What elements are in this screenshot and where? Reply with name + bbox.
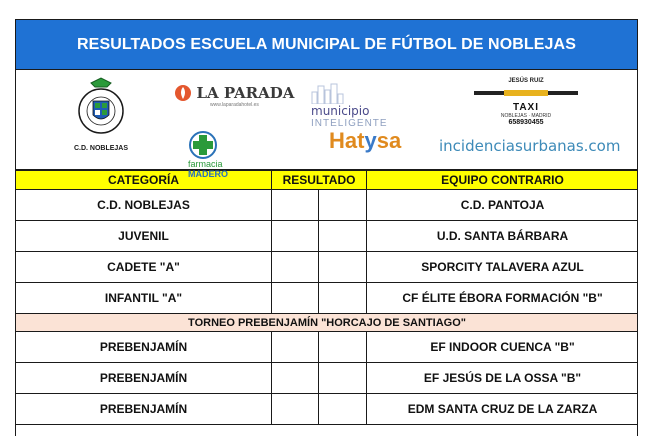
cell-score-away [319, 363, 367, 394]
results-sheet [15, 19, 638, 436]
hatysa-logo [329, 128, 401, 154]
cell-categoria: INFANTIL "A" [16, 283, 272, 314]
table-row [16, 190, 639, 221]
taxi-stripes-icon [474, 89, 578, 97]
header-resultado: RESULTADO [272, 171, 367, 190]
crest-icon [77, 77, 125, 139]
table-header-row [16, 171, 639, 190]
hatysa-part-1: Hat [329, 128, 365, 153]
madero-word: MADERO [188, 169, 228, 179]
cell-equipo: EF INDOOR CUENCA "B" [367, 332, 638, 363]
cell-categoria: CADETE "A" [16, 252, 272, 283]
cell-score-home [272, 252, 319, 283]
taxi-phone: 658930455 [508, 119, 544, 126]
cell-score-home [272, 332, 319, 363]
crest-caption: C.D. NOBLEJAS [73, 145, 129, 152]
la-parada-name: LA PARADA [196, 84, 295, 102]
cell-score-home [272, 190, 319, 221]
city-skyline-icon [311, 82, 345, 104]
cell-equipo: U.D. SANTA BÁRBARA [367, 221, 638, 252]
sponsors-banner [16, 70, 637, 179]
cell-categoria: JUVENIL [16, 221, 272, 252]
cell-score-away [319, 190, 367, 221]
inteligente-word: INTELIGENTE [311, 118, 388, 129]
cell-score-away [319, 394, 367, 425]
cell-score-away [319, 252, 367, 283]
cell-score-home [272, 394, 319, 425]
la-parada-logo [174, 84, 294, 108]
header-equipo: EQUIPO CONTRARIO [367, 171, 638, 190]
municipio-logo [311, 82, 388, 129]
cell-categoria: PREBENJAMÍN [16, 363, 272, 394]
cell-equipo: EF JESÚS DE LA OSSA "B" [367, 363, 638, 394]
cell-score-home [272, 283, 319, 314]
cell-equipo: C.D. PANTOJA [367, 190, 638, 221]
cell-score-home [272, 363, 319, 394]
cell-equipo: CF ÉLITE ÉBORA FORMACIÓN "B" [367, 283, 638, 314]
taxi-logo [474, 78, 578, 126]
pharmacy-cross-icon [188, 130, 218, 160]
taxi-locations: NOBLEJAS · MADRID [500, 113, 552, 119]
cell-score-home [272, 221, 319, 252]
cell-score-away [319, 221, 367, 252]
tournament-title: TORNEO PREBENJAMÍN "HORCAJO DE SANTIAGO" [16, 314, 639, 332]
table-row [16, 363, 639, 394]
club-crest [66, 77, 136, 152]
taxi-owner: JESÚS RUIZ [508, 78, 544, 84]
cell-equipo: SPORCITY TALAVERA AZUL [367, 252, 638, 283]
taxi-word: TAXI [512, 102, 540, 113]
cell-categoria: PREBENJAMÍN [16, 394, 272, 425]
table-row [16, 394, 639, 425]
flame-icon [174, 84, 192, 102]
page-title: RESULTADOS ESCUELA MUNICIPAL DE FÚTBOL DE NOBLEJAS [16, 20, 637, 70]
tournament-row [16, 314, 639, 332]
farmacia-word: farmacia [188, 159, 223, 169]
cell-score-away [319, 283, 367, 314]
table-row [16, 221, 639, 252]
municipio-word: municipio [311, 104, 370, 118]
incidencias-logo: incidenciasurbanas.com [439, 137, 621, 155]
hatysa-part-3: sa [376, 128, 402, 153]
header-categoria: CATEGORÍA [16, 171, 272, 190]
results-table [15, 170, 638, 425]
la-parada-url: www.laparadahotel.es [210, 102, 259, 109]
table-row [16, 283, 639, 314]
cell-categoria: PREBENJAMÍN [16, 332, 272, 363]
table-row [16, 332, 639, 363]
cell-score-away [319, 332, 367, 363]
cell-categoria: C.D. NOBLEJAS [16, 190, 272, 221]
cell-equipo: EDM SANTA CRUZ DE LA ZARZA [367, 394, 638, 425]
table-row [16, 252, 639, 283]
hatysa-part-2: y [364, 128, 377, 153]
farmacia-logo [188, 130, 228, 179]
